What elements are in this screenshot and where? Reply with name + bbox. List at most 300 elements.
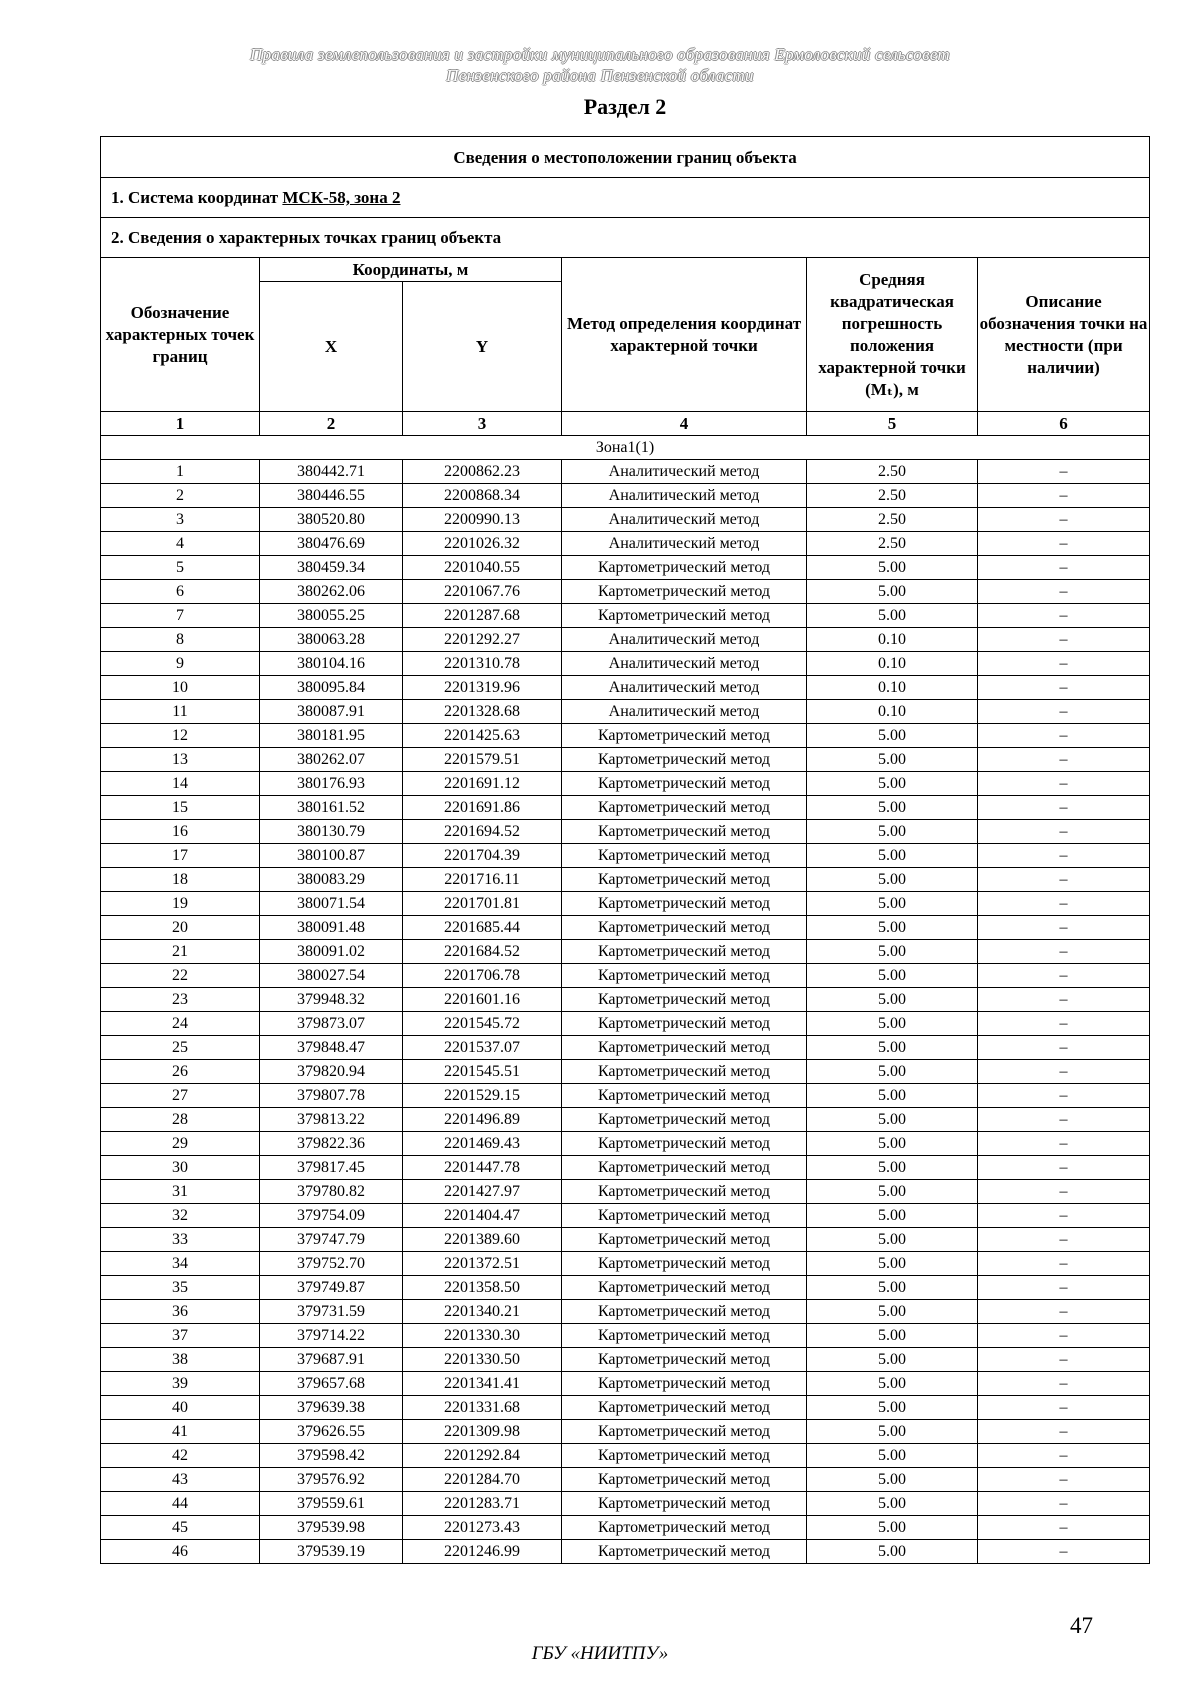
cell-x: 379639.38: [260, 1396, 403, 1420]
cell-x: 379780.82: [260, 1180, 403, 1204]
cell-x: 379731.59: [260, 1300, 403, 1324]
cell-x: 380063.28: [260, 628, 403, 652]
cell-point-number: 43: [101, 1468, 260, 1492]
cell-y: 2201694.52: [403, 820, 562, 844]
cell-point-number: 22: [101, 964, 260, 988]
table-row: [101, 1252, 1150, 1276]
cell-description: –: [978, 1324, 1150, 1348]
cell-y: 2201537.07: [403, 1036, 562, 1060]
cell-y: 2201273.43: [403, 1516, 562, 1540]
cell-error: 5.00: [807, 772, 978, 796]
cell-y: 2201287.68: [403, 604, 562, 628]
cell-error: 2.50: [807, 508, 978, 532]
cell-x: 379873.07: [260, 1012, 403, 1036]
cell-x: 379752.70: [260, 1252, 403, 1276]
cell-point-number: 37: [101, 1324, 260, 1348]
cell-method: Аналитический метод: [562, 676, 807, 700]
cell-x: 380520.80: [260, 508, 403, 532]
table-row: [101, 1300, 1150, 1324]
cell-method: Картометрический метод: [562, 1540, 807, 1564]
cell-x: 379714.22: [260, 1324, 403, 1348]
cell-method: Картометрический метод: [562, 1420, 807, 1444]
column-number: 4: [562, 412, 807, 436]
table-row: [101, 748, 1150, 772]
table-row: [101, 772, 1150, 796]
cell-x: 379539.19: [260, 1540, 403, 1564]
table-row: [101, 940, 1150, 964]
header-designation: Обозначение характерных точек границ: [101, 258, 260, 412]
cell-x: 379749.87: [260, 1276, 403, 1300]
cell-point-number: 27: [101, 1084, 260, 1108]
zone-label: Зона1(1): [101, 436, 1150, 460]
cell-method: Картометрический метод: [562, 1132, 807, 1156]
cell-description: –: [978, 1204, 1150, 1228]
cell-x: 380442.71: [260, 460, 403, 484]
cell-y: 2201341.41: [403, 1372, 562, 1396]
running-header-line-2: Пензенского района Пензенской области: [446, 66, 754, 85]
cell-point-number: 6: [101, 580, 260, 604]
cell-point-number: 25: [101, 1036, 260, 1060]
cell-point-number: 24: [101, 1012, 260, 1036]
cell-description: –: [978, 1060, 1150, 1084]
cell-point-number: 30: [101, 1156, 260, 1180]
table-row: [101, 484, 1150, 508]
table-row: [101, 700, 1150, 724]
cell-y: 2201691.12: [403, 772, 562, 796]
cell-method: Картометрический метод: [562, 1060, 807, 1084]
table-row: [101, 1012, 1150, 1036]
cell-y: 2201284.70: [403, 1468, 562, 1492]
column-number: 3: [403, 412, 562, 436]
cell-y: 2201469.43: [403, 1132, 562, 1156]
cell-error: 5.00: [807, 1372, 978, 1396]
cell-x: 379687.91: [260, 1348, 403, 1372]
cell-error: 5.00: [807, 1132, 978, 1156]
cell-error: 0.10: [807, 700, 978, 724]
table-row: [101, 604, 1150, 628]
cell-x: 380459.34: [260, 556, 403, 580]
cell-method: Картометрический метод: [562, 1468, 807, 1492]
cell-y: 2201545.51: [403, 1060, 562, 1084]
cell-description: –: [978, 916, 1150, 940]
table-row: [101, 1156, 1150, 1180]
cell-description: –: [978, 676, 1150, 700]
cell-description: –: [978, 580, 1150, 604]
cell-y: 2201691.86: [403, 796, 562, 820]
header-coordinates: Координаты, м: [260, 258, 562, 282]
cell-method: Картометрический метод: [562, 964, 807, 988]
cell-x: 379948.32: [260, 988, 403, 1012]
table-row: [101, 1468, 1150, 1492]
cell-method: Картометрический метод: [562, 1036, 807, 1060]
cell-description: –: [978, 1036, 1150, 1060]
cell-method: Аналитический метод: [562, 532, 807, 556]
coordinate-system-value: МСК-58, зона 2: [282, 188, 401, 207]
cell-point-number: 38: [101, 1348, 260, 1372]
table-row: [101, 1108, 1150, 1132]
cell-point-number: 4: [101, 532, 260, 556]
cell-description: –: [978, 892, 1150, 916]
cell-error: 5.00: [807, 724, 978, 748]
cell-method: Картометрический метод: [562, 1108, 807, 1132]
cell-method: Аналитический метод: [562, 652, 807, 676]
cell-y: 2201389.60: [403, 1228, 562, 1252]
table-row: [101, 964, 1150, 988]
cell-point-number: 2: [101, 484, 260, 508]
table-row: [101, 1204, 1150, 1228]
cell-point-number: 42: [101, 1444, 260, 1468]
table-row: [101, 796, 1150, 820]
cell-description: –: [978, 1228, 1150, 1252]
cell-description: –: [978, 1420, 1150, 1444]
table-row: [101, 1492, 1150, 1516]
cell-description: –: [978, 748, 1150, 772]
cell-description: –: [978, 1108, 1150, 1132]
cell-error: 5.00: [807, 1228, 978, 1252]
cell-x: 380083.29: [260, 868, 403, 892]
cell-description: –: [978, 796, 1150, 820]
cell-point-number: 39: [101, 1372, 260, 1396]
cell-method: Картометрический метод: [562, 556, 807, 580]
cell-description: –: [978, 772, 1150, 796]
cell-error: 5.00: [807, 1300, 978, 1324]
cell-description: –: [978, 1372, 1150, 1396]
cell-description: –: [978, 940, 1150, 964]
column-number: 2: [260, 412, 403, 436]
cell-method: Картометрический метод: [562, 1372, 807, 1396]
cell-error: 5.00: [807, 1276, 978, 1300]
cell-method: Картометрический метод: [562, 1012, 807, 1036]
cell-point-number: 32: [101, 1204, 260, 1228]
cell-y: 2201358.50: [403, 1276, 562, 1300]
cell-error: 5.00: [807, 604, 978, 628]
cell-x: 379807.78: [260, 1084, 403, 1108]
table-row: [101, 1420, 1150, 1444]
cell-point-number: 31: [101, 1180, 260, 1204]
cell-method: Картометрический метод: [562, 1204, 807, 1228]
table-row: [101, 1132, 1150, 1156]
cell-y: 2201545.72: [403, 1012, 562, 1036]
cell-description: –: [978, 508, 1150, 532]
cell-method: Картометрический метод: [562, 916, 807, 940]
cell-description: –: [978, 1084, 1150, 1108]
table-row: [101, 1324, 1150, 1348]
cell-y: 2201716.11: [403, 868, 562, 892]
cell-error: 5.00: [807, 1252, 978, 1276]
cell-method: Картометрический метод: [562, 796, 807, 820]
header-x: X: [260, 282, 403, 412]
table-row: [101, 556, 1150, 580]
cell-y: 2201246.99: [403, 1540, 562, 1564]
cell-description: –: [978, 628, 1150, 652]
cell-y: 2201685.44: [403, 916, 562, 940]
cell-point-number: 28: [101, 1108, 260, 1132]
table-row: [101, 580, 1150, 604]
cell-point-number: 33: [101, 1228, 260, 1252]
cell-description: –: [978, 1396, 1150, 1420]
cell-x: 380161.52: [260, 796, 403, 820]
cell-y: 2201704.39: [403, 844, 562, 868]
table-row: [101, 1036, 1150, 1060]
cell-description: –: [978, 1444, 1150, 1468]
cell-error: 5.00: [807, 1180, 978, 1204]
cell-error: 5.00: [807, 1348, 978, 1372]
column-number: 5: [807, 412, 978, 436]
cell-method: Картометрический метод: [562, 1228, 807, 1252]
cell-point-number: 26: [101, 1060, 260, 1084]
cell-method: Картометрический метод: [562, 1276, 807, 1300]
cell-y: 2201404.47: [403, 1204, 562, 1228]
cell-method: Картометрический метод: [562, 892, 807, 916]
cell-y: 2201447.78: [403, 1156, 562, 1180]
cell-y: 2201292.27: [403, 628, 562, 652]
cell-y: 2200990.13: [403, 508, 562, 532]
header-description: Описание обозначения точки на местности (при наличии): [978, 258, 1150, 412]
cell-point-number: 21: [101, 940, 260, 964]
table-row: [101, 1180, 1150, 1204]
cell-method: Картометрический метод: [562, 820, 807, 844]
column-number: 6: [978, 412, 1150, 436]
cell-point-number: 34: [101, 1252, 260, 1276]
table-row: [101, 676, 1150, 700]
cell-point-number: 18: [101, 868, 260, 892]
header-y: Y: [403, 282, 562, 412]
cell-error: 5.00: [807, 844, 978, 868]
cell-x: 379817.45: [260, 1156, 403, 1180]
cell-description: –: [978, 484, 1150, 508]
cell-point-number: 40: [101, 1396, 260, 1420]
cell-error: 5.00: [807, 580, 978, 604]
cell-point-number: 35: [101, 1276, 260, 1300]
cell-y: 2201579.51: [403, 748, 562, 772]
table-row: [101, 1348, 1150, 1372]
cell-y: 2201529.15: [403, 1084, 562, 1108]
cell-error: 5.00: [807, 1516, 978, 1540]
cell-error: 5.00: [807, 1036, 978, 1060]
cell-method: Картометрический метод: [562, 1444, 807, 1468]
cell-description: –: [978, 1276, 1150, 1300]
cell-y: 2201340.21: [403, 1300, 562, 1324]
table-row: [101, 1444, 1150, 1468]
coordinate-system-row: [101, 178, 1150, 218]
column-number: 1: [101, 412, 260, 436]
cell-y: 2201496.89: [403, 1108, 562, 1132]
cell-method: Картометрический метод: [562, 1252, 807, 1276]
cell-error: 5.00: [807, 820, 978, 844]
cell-x: 379754.09: [260, 1204, 403, 1228]
table-row: [101, 628, 1150, 652]
cell-y: 2201026.32: [403, 532, 562, 556]
cell-x: 380027.54: [260, 964, 403, 988]
cell-description: –: [978, 652, 1150, 676]
cell-error: 5.00: [807, 1156, 978, 1180]
cell-y: 2201706.78: [403, 964, 562, 988]
cell-description: –: [978, 724, 1150, 748]
cell-point-number: 45: [101, 1516, 260, 1540]
cell-x: 379747.79: [260, 1228, 403, 1252]
cell-method: Картометрический метод: [562, 748, 807, 772]
cell-point-number: 3: [101, 508, 260, 532]
cell-error: 5.00: [807, 988, 978, 1012]
cell-error: 5.00: [807, 1468, 978, 1492]
cell-method: Картометрический метод: [562, 604, 807, 628]
cell-x: 380176.93: [260, 772, 403, 796]
table-row: [101, 892, 1150, 916]
points-heading: 2. Сведения о характерных точках границ объекта: [101, 218, 1150, 258]
cell-method: Картометрический метод: [562, 1516, 807, 1540]
cell-y: 2201040.55: [403, 556, 562, 580]
cell-error: 2.50: [807, 532, 978, 556]
cell-error: 5.00: [807, 1084, 978, 1108]
cell-method: Картометрический метод: [562, 844, 807, 868]
cell-x: 380087.91: [260, 700, 403, 724]
cell-y: 2201684.52: [403, 940, 562, 964]
cell-point-number: 19: [101, 892, 260, 916]
cell-x: 380262.06: [260, 580, 403, 604]
table-row: [101, 460, 1150, 484]
table-row: [101, 1540, 1150, 1564]
cell-y: 2201701.81: [403, 892, 562, 916]
cell-x: 379559.61: [260, 1492, 403, 1516]
cell-y: 2201310.78: [403, 652, 562, 676]
table-row: [101, 988, 1150, 1012]
cell-error: 5.00: [807, 916, 978, 940]
cell-method: Картометрический метод: [562, 1156, 807, 1180]
cell-description: –: [978, 604, 1150, 628]
cell-y: 2201372.51: [403, 1252, 562, 1276]
cell-point-number: 9: [101, 652, 260, 676]
table-row: [101, 1084, 1150, 1108]
cell-description: –: [978, 1132, 1150, 1156]
cell-error: 5.00: [807, 1420, 978, 1444]
cell-x: 379848.47: [260, 1036, 403, 1060]
cell-point-number: 36: [101, 1300, 260, 1324]
cell-method: Картометрический метод: [562, 1396, 807, 1420]
table-row: [101, 1228, 1150, 1252]
running-header: [150, 44, 1050, 86]
cell-point-number: 41: [101, 1420, 260, 1444]
cell-point-number: 8: [101, 628, 260, 652]
cell-point-number: 17: [101, 844, 260, 868]
cell-x: 379539.98: [260, 1516, 403, 1540]
cell-x: 380100.87: [260, 844, 403, 868]
table-row: [101, 1060, 1150, 1084]
cell-point-number: 16: [101, 820, 260, 844]
cell-x: 380091.48: [260, 916, 403, 940]
cell-y: 2201331.68: [403, 1396, 562, 1420]
cell-error: 0.10: [807, 652, 978, 676]
cell-error: 5.00: [807, 1108, 978, 1132]
cell-description: –: [978, 1156, 1150, 1180]
header-method: Метод определения координат характерной точки: [562, 258, 807, 412]
table-row: [101, 508, 1150, 532]
header-error: Средняя квадратическая погрешность положения характерной точки (Mₜ), м: [807, 258, 978, 412]
cell-method: Картометрический метод: [562, 724, 807, 748]
cell-point-number: 13: [101, 748, 260, 772]
cell-method: Аналитический метод: [562, 460, 807, 484]
cell-method: Картометрический метод: [562, 1180, 807, 1204]
cell-x: 379598.42: [260, 1444, 403, 1468]
coordinate-system-label: 1. Система координат: [111, 188, 283, 207]
table-row: [101, 844, 1150, 868]
cell-x: 380071.54: [260, 892, 403, 916]
cell-method: Картометрический метод: [562, 772, 807, 796]
cell-x: 380476.69: [260, 532, 403, 556]
boundary-points-table: [100, 136, 1150, 1564]
cell-description: –: [978, 820, 1150, 844]
cell-method: Картометрический метод: [562, 940, 807, 964]
cell-y: 2200868.34: [403, 484, 562, 508]
cell-point-number: 11: [101, 700, 260, 724]
table-row: [101, 1516, 1150, 1540]
cell-error: 5.00: [807, 796, 978, 820]
cell-description: –: [978, 556, 1150, 580]
cell-description: –: [978, 844, 1150, 868]
table-title: Сведения о местоположении границ объекта: [101, 137, 1150, 178]
table-row: [101, 868, 1150, 892]
cell-x: 380130.79: [260, 820, 403, 844]
cell-description: –: [978, 1492, 1150, 1516]
cell-description: –: [978, 1300, 1150, 1324]
table-row: [101, 724, 1150, 748]
cell-error: 0.10: [807, 628, 978, 652]
cell-description: –: [978, 1012, 1150, 1036]
table-row: [101, 1276, 1150, 1300]
cell-description: –: [978, 1180, 1150, 1204]
cell-description: –: [978, 1468, 1150, 1492]
cell-point-number: 1: [101, 460, 260, 484]
cell-x: 379820.94: [260, 1060, 403, 1084]
cell-point-number: 46: [101, 1540, 260, 1564]
cell-error: 5.00: [807, 940, 978, 964]
cell-description: –: [978, 964, 1150, 988]
cell-description: –: [978, 1540, 1150, 1564]
cell-x: 379813.22: [260, 1108, 403, 1132]
cell-method: Картометрический метод: [562, 580, 807, 604]
cell-point-number: 14: [101, 772, 260, 796]
cell-x: 380091.02: [260, 940, 403, 964]
cell-point-number: 12: [101, 724, 260, 748]
cell-error: 5.00: [807, 556, 978, 580]
cell-y: 2201328.68: [403, 700, 562, 724]
cell-y: 2201292.84: [403, 1444, 562, 1468]
cell-point-number: 10: [101, 676, 260, 700]
cell-description: –: [978, 988, 1150, 1012]
cell-error: 5.00: [807, 1396, 978, 1420]
table-row: [101, 820, 1150, 844]
cell-method: Картометрический метод: [562, 988, 807, 1012]
cell-point-number: 23: [101, 988, 260, 1012]
cell-y: 2201330.50: [403, 1348, 562, 1372]
cell-method: Аналитический метод: [562, 484, 807, 508]
cell-method: Картометрический метод: [562, 1084, 807, 1108]
cell-error: 5.00: [807, 1540, 978, 1564]
cell-description: –: [978, 868, 1150, 892]
cell-description: –: [978, 1348, 1150, 1372]
table-row: [101, 916, 1150, 940]
cell-y: 2200862.23: [403, 460, 562, 484]
cell-point-number: 29: [101, 1132, 260, 1156]
section-title: Раздел 2: [583, 94, 667, 119]
cell-error: 5.00: [807, 1444, 978, 1468]
cell-method: Аналитический метод: [562, 508, 807, 532]
cell-description: –: [978, 700, 1150, 724]
cell-point-number: 20: [101, 916, 260, 940]
cell-y: 2201330.30: [403, 1324, 562, 1348]
cell-x: 380446.55: [260, 484, 403, 508]
cell-x: 380262.07: [260, 748, 403, 772]
cell-y: 2201283.71: [403, 1492, 562, 1516]
